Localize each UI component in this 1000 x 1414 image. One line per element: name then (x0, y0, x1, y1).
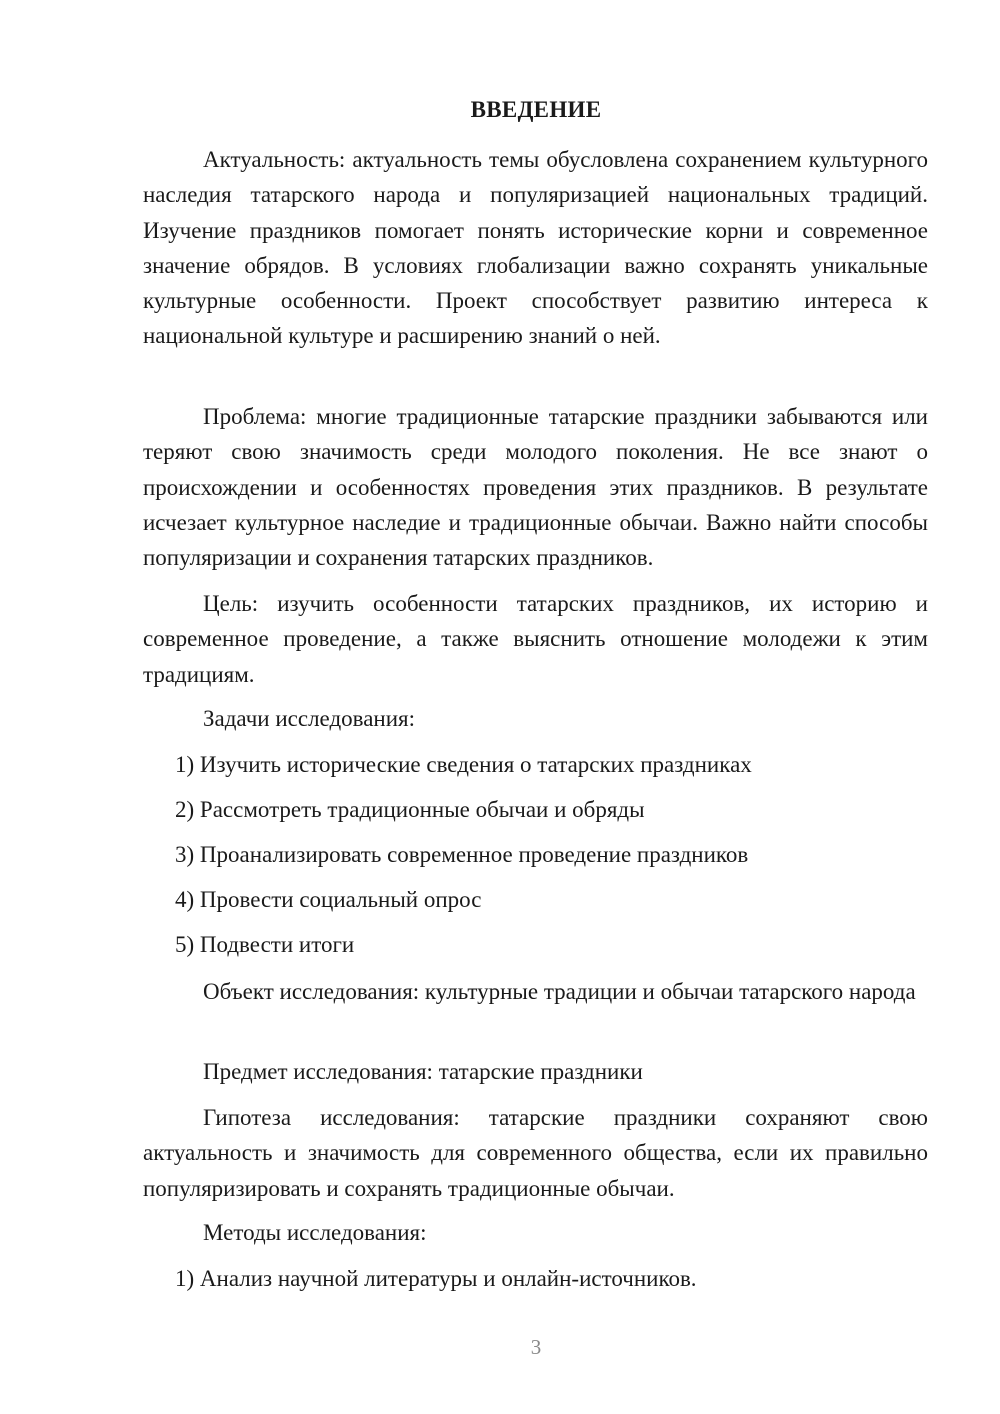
methods-heading: Методы исследования: (203, 1220, 427, 1245)
page-number: 3 (530, 1335, 542, 1359)
task-item: 1) Изучить исторические сведения о татарских праздниках (175, 752, 752, 777)
tasks-heading: Задачи исследования: (203, 706, 416, 731)
task-item: 2) Рассмотреть традиционные обычаи и обряды (175, 797, 645, 822)
method-item: 1) Анализ научной литературы и онлайн-источников. (175, 1266, 697, 1291)
task-item: 3) Проанализировать современное проведение праздников (175, 842, 749, 867)
paragraph-relevance: Актуальность: актуальность темы обусловлена сохранением культурного наследия татарского народа и популяризацией национальных традиций. Изучение праздников помогает понять исторические корни и современное значение обрядов. В условиях глобализации важно сохранять уникальные культурные особенности. Проект способствует развитию интереса к национальной культуре и расширению знаний о ней. (143, 147, 928, 349)
task-item: 4) Провести социальный опрос (175, 887, 482, 912)
paragraph-object: Объект исследования: культурные традиции и обычаи татарского народа (203, 979, 916, 1004)
paragraph-hypothesis: Гипотеза исследования: татарские праздники сохраняют свою актуальность и значимость для современного общества, если их правильно популяризировать и сохранять традиционные обычаи. (143, 1105, 928, 1201)
task-item: 5) Подвести итоги (175, 932, 355, 957)
page-title: ВВЕДЕНИЕ (470, 97, 602, 122)
paragraph-problem: Проблема: многие традиционные татарские праздники забываются или теряют свою значимость среди молодого поколения. Не все знают о происхождении и особенностях проведения этих праздников. В результате исчезает культурное наследие и традиционные обычаи. Важно найти способы популяризации и сохранения татарских праздников. (143, 404, 928, 571)
paragraph-goal: Цель: изучить особенности татарских праздников, их историю и современное проведение, а также выяснить отношение молодежи к этим традициям. (143, 591, 928, 687)
paragraph-subject: Предмет исследования: татарские праздники (203, 1059, 643, 1084)
